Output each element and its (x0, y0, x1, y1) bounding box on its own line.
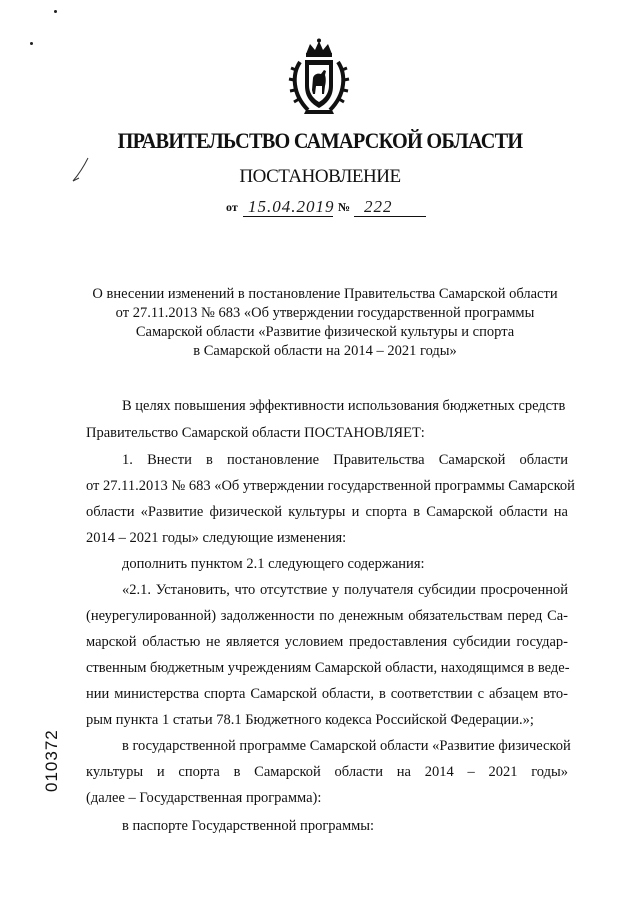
coat-of-arms-icon (288, 38, 350, 118)
body-line: культуры и спорта в Самарской области на 2014 – 2021 годы» (86, 764, 568, 780)
handwritten-number: 222 (364, 197, 393, 216)
body-line: нии министерства спорта Самарской области, в соответствии с абзацем вто- (86, 686, 568, 702)
body-line: 2014 – 2021 годы» следующие изменения: (86, 530, 347, 546)
subject-line: от 27.11.2013 № 683 «Об утверждении государственной программы (115, 305, 535, 321)
body-line: (далее – Государственная программа): (86, 790, 322, 806)
scan-dot-mark (54, 10, 57, 13)
subject-line: в Самарской области на 2014 – 2021 годы» (193, 343, 457, 359)
body-line: Правительство Самарской области ПОСТАНОВЛЯЕТ: (86, 425, 425, 441)
body-line: от 27.11.2013 № 683 «Об утверждении государственной программы Самарской (86, 478, 575, 494)
document-type-title: ПОСТАНОВЛЕНИЕ (239, 166, 401, 187)
subject-line: Самарской области «Развитие физической культуры и спорта (135, 324, 515, 340)
body-line: в паспорте Государственной программы: (122, 818, 375, 834)
side-registration-number: 010372 (42, 729, 61, 792)
subject-line: О внесении изменений в постановление Правительства Самарской области (92, 286, 558, 302)
body-line: В целях повышения эффективности использования бюджетных средств (122, 398, 566, 414)
body-line: ственным бюджетным учреждениям Самарской области, находящимся в веде- (86, 660, 570, 676)
number-prefix: № (338, 200, 351, 214)
body-line: области «Развитие физической культуры и спорта в Самарской области на (86, 504, 568, 520)
date-prefix: от (226, 200, 238, 214)
body-line: в государственной программе Самарской области «Развитие физической (122, 738, 571, 754)
body-line: 1. Внести в постановление Правительства Самарской области (122, 452, 568, 468)
decree-subject (80, 285, 570, 361)
scan-dot-mark (30, 42, 33, 45)
body-line: (неурегулированной) задолженности по денежным обязательствам перед Са- (86, 608, 568, 624)
decree-date-number-line (226, 193, 436, 219)
government-title: ПРАВИТЕЛЬСТВО САМАРСКОЙ ОБЛАСТИ (117, 128, 523, 153)
body-line: «2.1. Установить, что отсутствие у получателя субсидии просроченной (122, 582, 568, 598)
body-line: рым пункта 1 статьи 78.1 Бюджетного кодекса Российской Федерации.»; (86, 712, 534, 728)
body-line: марской областью не является условием предоставления субсидии государ- (86, 634, 568, 650)
body-line: дополнить пунктом 2.1 следующего содержания: (122, 556, 425, 572)
handwritten-date: 15.04.2019 (248, 197, 335, 216)
